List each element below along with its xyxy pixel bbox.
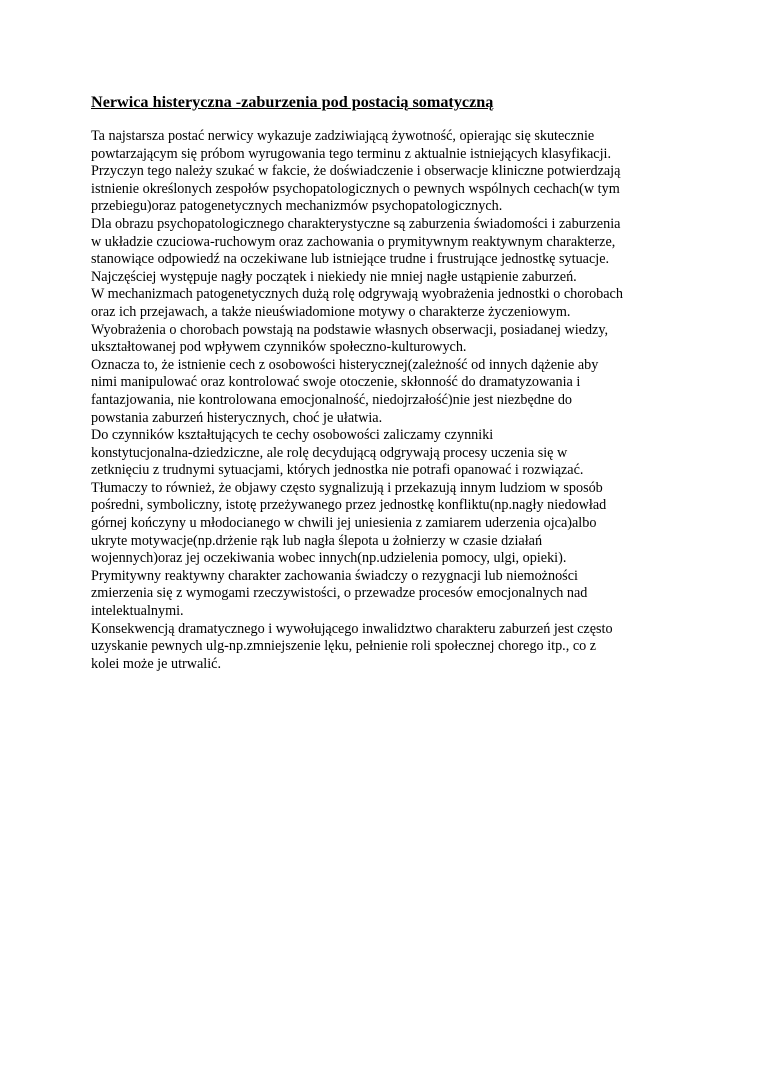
document-body	[91, 128, 623, 673]
text-line: Oznacza to, że istnienie cech z osobowości histerycznej(zależność od innych dążenie aby	[91, 356, 599, 373]
text-line: uzyskanie pewnych ulg-np.zmniejszenie lęku, pełnienie roli społecznej chorego itp., co z	[91, 638, 597, 655]
text-line: powtarzającym się próbom wyrugowania tego terminu z aktualnie istniejących klasyfikacji.	[91, 145, 612, 162]
text-line: zetknięciu z trudnymi sytuacjami, których jednostka nie potrafi opanować i rozwiązać.	[91, 462, 584, 479]
text-line: ukryte motywacje(np.drżenie rąk lub nagła ślepota u żołnierzy w czasie działań	[91, 532, 543, 549]
text-line: oraz ich przejawach, a także nieuświadomione motywy o charakterze życzeniowym.	[91, 303, 571, 320]
text-line: powstania zaburzeń histerycznych, choć je ułatwia.	[91, 409, 383, 426]
text-line: Konsekwencją dramatycznego i wywołującego inwalidztwo charakteru zaburzeń jest często	[91, 620, 613, 637]
text-line: Wyobrażenia o chorobach powstają na podstawie własnych obserwacji, posiadanej wiedzy,	[91, 321, 609, 338]
text-line: Prymitywny reaktywny charakter zachowania świadczy o rezygnacji lub niemożności	[91, 567, 578, 584]
text-line: W mechanizmach patogenetycznych dużą rolę odgrywają wyobrażenia jednostki o chorobach	[91, 286, 623, 303]
text-line: fantazjowania, nie kontrolowana emocjonalność, niedojrzałość)nie jest niezbędne do	[91, 391, 573, 408]
text-line: wojennych)oraz jej oczekiwania wobec innych(np.udzielenia pomocy, ulgi, opieki).	[91, 550, 567, 567]
text-line: Przyczyn tego należy szukać w fakcie, że doświadczenie i obserwacje kliniczne potwierdzają	[91, 163, 621, 180]
text-line: nimi manipulować oraz kontrolować swoje otoczenie, skłonność do dramatyzowania i	[91, 374, 581, 391]
text-line: ukształtowanej pod wpływem czynników społeczno-kulturowych.	[91, 339, 467, 356]
text-line: górnej kończyny u młodocianego w chwili jej uniesienia z zamiarem uderzenia ojca)albo	[91, 515, 597, 532]
text-line: Tłumaczy to również, że objawy często sygnalizują i przekazują innym ludziom w sposób	[91, 479, 603, 496]
text-line: pośredni, symboliczny, istotę przeżywanego przez jednostkę konfliktu(np.nagły niedowład	[91, 497, 607, 514]
text-line: Najczęściej występuje nagły początek i niekiedy nie mniej nagłe ustąpienie zaburzeń.	[91, 268, 577, 285]
text-line: istnienie określonych zespołów psychopatologicznych o pewnych wspólnych cechach(w tym	[91, 180, 620, 197]
text-line: w układzie czuciowa-ruchowym oraz zachowania o prymitywnym reaktywnym charakterze,	[91, 233, 616, 250]
text-line: Ta najstarsza postać nerwicy wykazuje zadziwiającą żywotność, opierając się skutecznie	[91, 128, 595, 144]
text-line: intelektualnymi.	[91, 603, 184, 620]
document-title: Nerwica histeryczna -zaburzenia pod postacią somatyczną	[91, 93, 494, 111]
text-line: zmierzenia się z wymogami rzeczywistości, o przewadze procesów emocjonalnych nad	[91, 585, 588, 602]
text-line: Do czynników kształtujących te cechy osobowości zaliczamy czynniki	[91, 427, 494, 444]
text-line: konstytucjonalna-dziedziczne, ale rolę decydującą odgrywają procesy uczenia się w	[91, 444, 568, 461]
text-line: kolei może je utrwalić.	[91, 655, 222, 672]
text-line: Dla obrazu psychopatologicznego charakterystyczne są zaburzenia świadomości i zaburzenia	[91, 215, 621, 232]
text-line: przebiegu)oraz patogenetycznych mechanizmów psychopatologicznych.	[91, 198, 503, 215]
text-line: stanowiące odpowiedź na oczekiwane lub istniejące trudne i frustrujące jednostkę sytuacje.	[91, 251, 610, 268]
